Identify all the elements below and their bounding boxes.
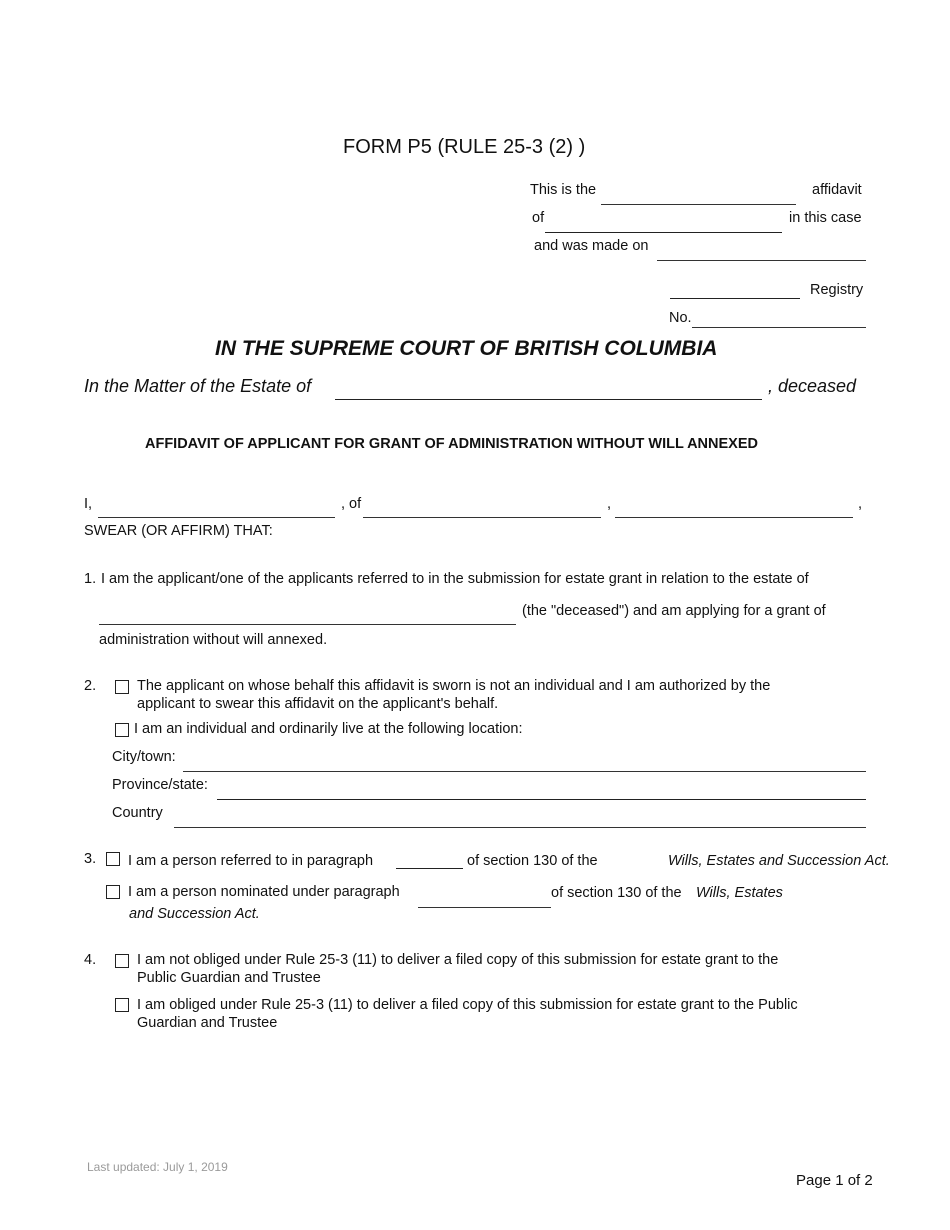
file-no-field[interactable] [692,327,866,328]
province-field[interactable] [217,799,866,800]
deponent-comma-2: , [858,496,863,512]
registry-field[interactable] [670,298,800,299]
para3-option1-act: Wills, Estates and Succession Act. [668,853,890,869]
para2-option2-checkbox[interactable] [115,723,129,737]
para3-option2-act-2: and Succession Act. [129,906,260,922]
made-on-date-field[interactable] [657,260,866,261]
para2-option1-line1: The applicant on whose behalf this affidavit is sworn is not an individual and I am authorized by the [137,678,771,694]
affidavit-ordinal-field[interactable] [601,204,796,205]
para2-option1-line2: applicant to swear this affidavit on the applicant's behalf. [137,696,499,712]
deponent-full-name-field[interactable] [98,517,335,518]
para3-option1-text-a: I am a person referred to in paragraph [128,853,374,869]
file-no-label: No. [669,310,692,326]
court-name: IN THE SUPREME COURT OF BRITISH COLUMBIA [215,337,718,360]
para3-option2-checkbox[interactable] [106,885,120,899]
deponent-of-label: , of [341,496,362,512]
matter-prefix: In the Matter of the Estate of [84,376,312,396]
para1-deceased-name-field[interactable] [99,624,516,625]
para2-option1-checkbox[interactable] [115,680,129,694]
deponent-name-field[interactable] [545,232,782,233]
affidavit-title: AFFIDAVIT OF APPLICANT FOR GRANT OF ADMINISTRATION WITHOUT WILL ANNEXED [145,436,758,452]
matter-suffix: , deceased [768,376,857,396]
country-label: Country [112,805,163,821]
made-on-label: and was made on [534,238,649,254]
last-updated: Last updated: July 1, 2019 [87,1160,228,1174]
para4-option1-checkbox[interactable] [115,954,129,968]
para3-option2-text-b: of section 130 of the [551,885,682,901]
deponent-comma-1: , [607,496,612,512]
para4-number: 4. [84,952,97,968]
province-label: Province/state: [112,777,208,793]
para1-line2: (the "deceased") and am applying for a grant of [522,603,826,619]
para4-option1-line1: I am not obliged under Rule 25-3 (11) to deliver a filed copy of this submission for estate grant to the [137,952,779,968]
city-field[interactable] [183,771,866,772]
country-field[interactable] [174,827,866,828]
para1-number: 1. [84,571,97,587]
in-this-case-label: in this case [789,210,862,226]
para1-line1: I am the applicant/one of the applicants referred to in the submission for estate grant in relation to the estate of [101,571,809,587]
para3-option2-act-1: Wills, Estates [696,885,783,901]
form-title: FORM P5 (RULE 25-3 (2) ) [343,136,586,158]
deponent-occupation-field[interactable] [615,517,853,518]
para4-option2-checkbox[interactable] [115,998,129,1012]
this-is-the-label: This is the [530,182,597,198]
para3-option2-text-a: I am a person nominated under paragraph [128,884,400,900]
swear-label: SWEAR (OR AFFIRM) THAT: [84,523,273,539]
para4-option2-line1: I am obliged under Rule 25-3 (11) to deliver a filed copy of this submission for estate grant to the Public [137,997,798,1013]
para3-option1-text-b: of section 130 of the [467,853,598,869]
para4-option1-line2: Public Guardian and Trustee [137,970,321,986]
para2-option2-label: I am an individual and ordinarily live at the following location: [134,721,523,737]
affidavit-label: affidavit [812,182,862,198]
deceased-name-field[interactable] [335,399,762,400]
para1-line3: administration without will annexed. [99,632,328,648]
para3-option1-checkbox[interactable] [106,852,120,866]
para3-number: 3. [84,851,97,867]
deponent-i-label: I, [84,496,93,512]
registry-label: Registry [810,282,864,298]
page-number: Page 1 of 2 [796,1172,873,1189]
para4-option2-line2: Guardian and Trustee [137,1015,278,1031]
para3-paragraph-field[interactable] [396,868,463,869]
para3-nominated-paragraph-field[interactable] [418,907,551,908]
para2-number: 2. [84,678,97,694]
of-label: of [532,210,545,226]
city-label: City/town: [112,749,176,765]
deponent-address-field[interactable] [363,517,601,518]
